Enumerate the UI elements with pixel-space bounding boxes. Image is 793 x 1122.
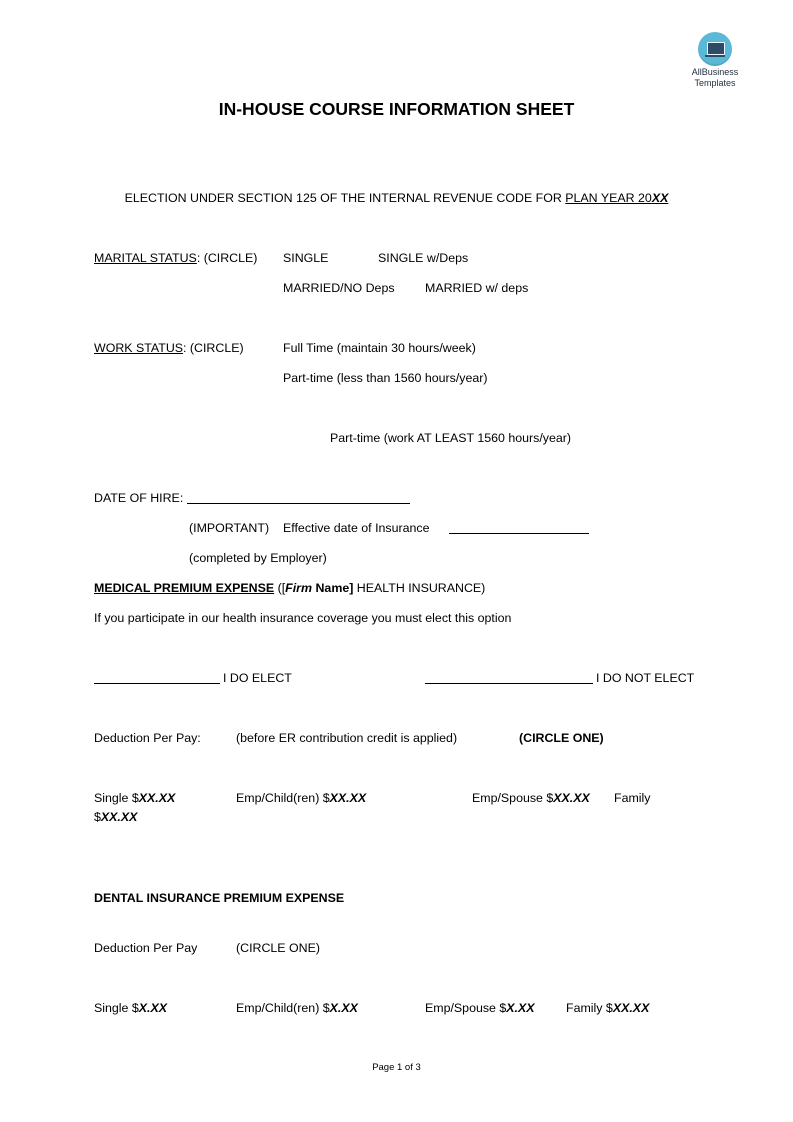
effective-date-label: Effective date of Insurance [283,521,430,535]
medical-heading-text: MEDICAL PREMIUM EXPENSE [94,581,275,595]
dental-option-family[interactable] [566,1001,649,1016]
company-logo [684,32,746,88]
medical-spouse-label: Emp/Spouse $ [472,791,554,805]
marital-option-married-deps[interactable]: MARRIED w/ deps [425,281,529,295]
work-status-heading: WORK STATUS [94,341,184,355]
election-prefix: ELECTION UNDER SECTION 125 OF THE INTERNAL REVENUE CODE FOR [124,191,566,205]
medical-option-spouse[interactable] [472,791,590,806]
medical-name: Name] [312,581,354,595]
election-line [0,191,793,206]
medical-paren-open: ([ [274,581,286,595]
medical-single-amount: XX.XX [138,791,176,805]
dental-child-label: Emp/Child(ren) $ [236,1001,330,1015]
medical-option-family[interactable]: Family [614,791,651,805]
medical-not-elect-label: I DO NOT ELECT [596,671,695,685]
medical-family-amount-line [94,810,137,825]
dental-deduction-label: Deduction Per Pay [94,941,198,955]
medical-elect-field[interactable] [94,671,220,688]
medical-deduction-label: Deduction Per Pay: [94,731,201,745]
medical-option-single[interactable] [94,791,175,806]
medical-heading [94,581,485,596]
medical-option-child[interactable] [236,791,366,806]
medical-circle-one: (CIRCLE ONE) [519,731,604,745]
medical-before-credit: (before ER contribution credit is applied) [236,731,458,745]
dental-spouse-amount: X.XX [506,1001,535,1015]
work-option-part-time-less[interactable]: Part-time (less than 1560 hours/year) [283,371,488,385]
medical-elect-label: I DO ELECT [223,671,292,685]
dental-child-amount: X.XX [329,1001,358,1015]
medical-not-elect-field[interactable] [425,671,593,688]
marital-option-single[interactable]: SINGLE [283,251,329,265]
completed-by-employer: (completed by Employer) [189,551,327,565]
dental-option-single[interactable] [94,1001,167,1016]
work-status-note: : (CIRCLE) [183,341,244,355]
marital-status-heading: MARITAL STATUS [94,251,197,265]
logo-text-line1: AllBusiness [691,67,739,77]
plan-year-suffix: XX [651,191,669,205]
medical-child-label: Emp/Child(ren) $ [236,791,330,805]
dental-single-label: Single $ [94,1001,139,1015]
effective-date-field[interactable] [449,521,589,538]
work-option-part-time-atleast[interactable]: Part-time (work AT LEAST 1560 hours/year) [330,431,572,445]
medical-single-label: Single $ [94,791,139,805]
dental-family-label: Family $ [566,1001,613,1015]
date-of-hire-field[interactable] [187,491,410,508]
laptop-icon [698,32,732,66]
medical-family-prefix: $ [94,810,101,824]
important-note: (IMPORTANT) [189,521,270,535]
dental-single-amount: X.XX [138,1001,168,1015]
marital-status-label [94,251,257,266]
dental-circle-one: (CIRCLE ONE) [236,941,320,955]
date-of-hire-label: DATE OF HIRE: [94,491,184,505]
marital-option-married-no-deps[interactable]: MARRIED/NO Deps [283,281,395,295]
dental-family-amount: XX.XX [612,1001,650,1015]
dental-heading: DENTAL INSURANCE PREMIUM EXPENSE [94,891,345,905]
work-status-label [94,341,244,356]
medical-child-amount: XX.XX [329,791,367,805]
marital-status-note: : (CIRCLE) [196,251,258,265]
page-title: IN-HOUSE COURSE INFORMATION SHEET [218,99,575,119]
work-option-full-time[interactable]: Full Time (maintain 30 hours/week) [283,341,476,355]
marital-option-single-deps[interactable]: SINGLE w/Deps [378,251,469,265]
page-number: Page 1 of 3 [372,1062,421,1073]
medical-spouse-amount: XX.XX [553,791,590,805]
dental-spouse-label: Emp/Spouse $ [425,1001,507,1015]
dental-option-child[interactable] [236,1001,358,1016]
dental-option-spouse[interactable] [425,1001,535,1016]
medical-participate-text: If you participate in our health insurance coverage you must elect this option [94,611,512,625]
plan-year-text: PLAN YEAR 20 [565,191,652,205]
medical-firm: Firm [285,581,313,595]
medical-rest: HEALTH INSURANCE) [353,581,486,595]
medical-family-amount: XX.XX [100,810,138,824]
logo-text-line2: Templates [694,78,736,88]
plan-year [565,191,668,205]
